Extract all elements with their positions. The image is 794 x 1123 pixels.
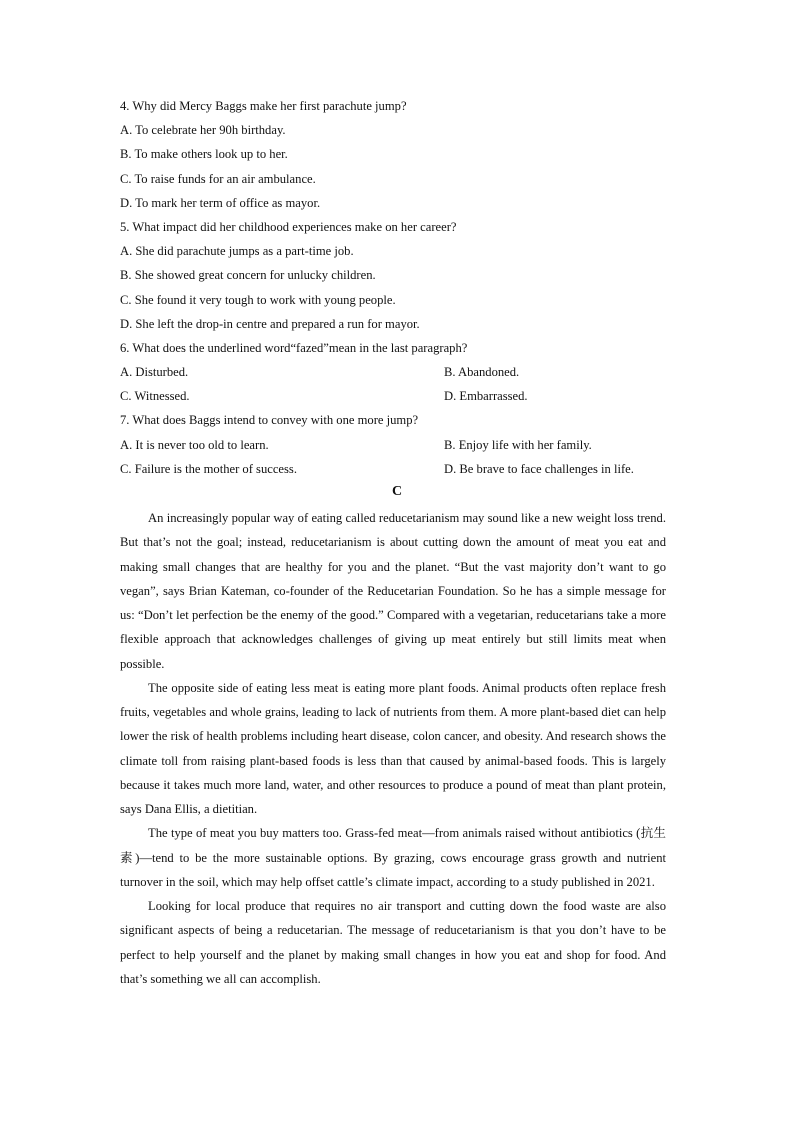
question-stem: 6. What does the underlined word“fazed”mean in the last paragraph? xyxy=(120,340,468,355)
question-stem: 7. What does Baggs intend to convey with one more jump? xyxy=(120,413,419,428)
section-heading: C xyxy=(391,484,403,499)
answer-option: D. Be brave to face challenges in life. xyxy=(444,461,634,476)
option-row xyxy=(120,360,680,384)
passage-paragraph: An increasingly popular way of eating called reducetarianism may sound like a new weight loss trend. But that’s not the goal; instead, reducetarianism is about cutting down the amount of meat you eat and making small changes that are healthy for you and the planet. “But the vast majority don’t want to go vegan”, says Brian Kateman, co-founder of the Reducetarian Foundation. So he has a simple message for us: “Don’t let perfection be the enemy of the good.” Compared with a vegetarian, reducetarians take a more flexible approach that acknowledges challenges of giving up meat entirely but still limits meat when possible. xyxy=(120,511,666,671)
answer-option: B. Enjoy life with her family. xyxy=(444,437,592,452)
question-list xyxy=(120,94,680,481)
answer-option: B. She showed great concern for unlucky children. xyxy=(120,268,376,283)
answer-option: A. She did parachute jumps as a part-time job. xyxy=(120,244,354,259)
question-stem: 4. Why did Mercy Baggs make her first parachute jump? xyxy=(120,99,407,113)
answer-option: C. Witnessed. xyxy=(120,389,190,404)
passage-paragraph: The opposite side of eating less meat is eating more plant foods. Animal products often replace fresh fruits, vegetables and whole grains, leading to lack of nutrients from them. A more plant-based diet can help lower the risk of health problems including heart disease, colon cancer, and obesity. And research shows the climate toll from raising plant-based foods is less than that caused by animal-based foods. This is largely because it takes much more land, water, and other resources to produce a pound of meat than plant protein, says Dana Ellis, a dietitian. xyxy=(120,680,666,816)
answer-option: C. To raise funds for an air ambulance. xyxy=(120,171,316,186)
answer-option: A. To celebrate her 90h birthday. xyxy=(120,123,286,138)
passage-paragraph: The type of meat you buy matters too. Grass-fed meat—from animals raised without antibiotics (抗生素)—tend to be the more sustainable options. By grazing, cows encourage grass growth and nutrient turnover in the soil, which may help offset cattle’s climate impact, according to a study published in 2021. xyxy=(120,826,666,889)
option-row xyxy=(120,384,680,408)
answer-option: C. She found it very tough to work with young people. xyxy=(120,292,396,307)
answer-option: D. Embarrassed. xyxy=(444,389,528,404)
answer-option: D. To mark her term of office as mayor. xyxy=(120,195,321,210)
option-row xyxy=(120,457,680,481)
answer-option: A. It is never too old to learn. xyxy=(120,437,269,452)
answer-option: D. She left the drop-in centre and prepared a run for mayor. xyxy=(120,316,420,331)
answer-option: B. To make others look up to her. xyxy=(120,147,288,162)
option-row xyxy=(120,433,680,457)
answer-option: A. Disturbed. xyxy=(120,365,189,380)
passage-paragraph: Looking for local produce that requires no air transport and cutting down the food waste are also significant aspects of being a reducetarian. The message of reducetarianism is that you don’t have to be perfect to help yourself and the planet by making small changes in how you eat and shop for food. And that’s something we all can accomplish. xyxy=(120,899,666,986)
answer-option: B. Abandoned. xyxy=(444,365,520,380)
answer-option: C. Failure is the mother of success. xyxy=(120,461,297,476)
question-stem: 5. What impact did her childhood experiences make on her career? xyxy=(120,219,457,234)
reading-passage xyxy=(120,506,666,991)
